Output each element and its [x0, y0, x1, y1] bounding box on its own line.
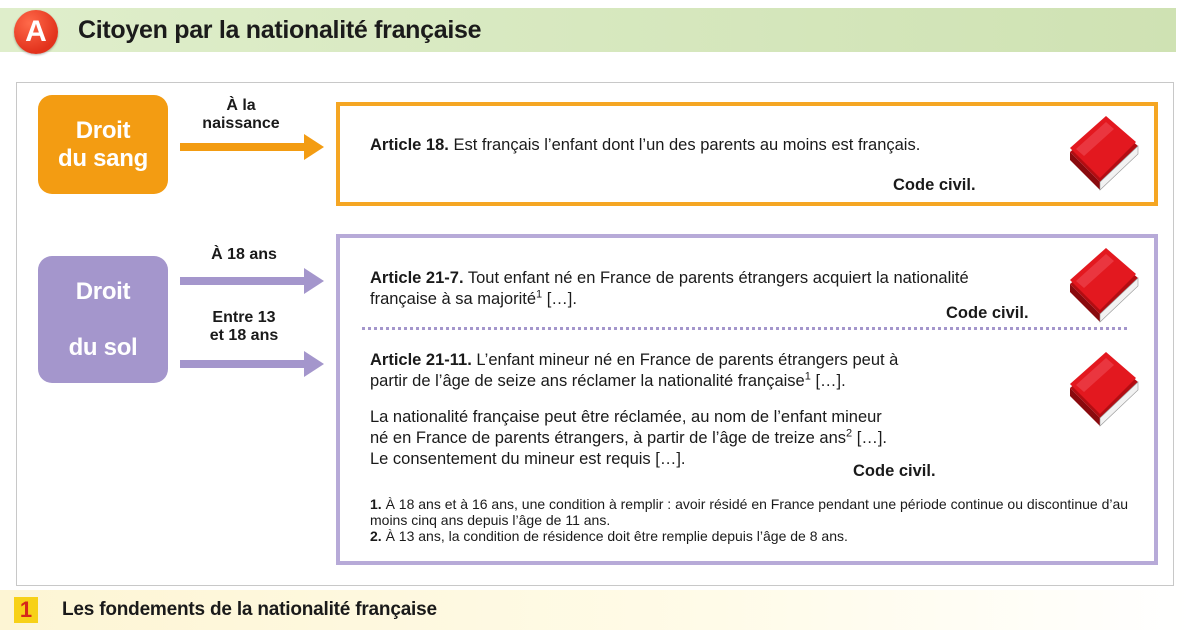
arrow-sol-13-18	[180, 349, 326, 379]
article-21-11-para2-line3: Le consentement du mineur est requis […].	[370, 450, 686, 468]
article-separator	[362, 327, 1127, 330]
article-21-7-line1: Tout enfant né en France de parents étrangers acquiert la nationalité	[467, 269, 969, 287]
article-21-7-line2: française à sa majorité	[370, 290, 536, 308]
footnote-2	[370, 528, 1140, 544]
article-18-body: Est français l’enfant dont l’un des parents au moins est français.	[453, 136, 921, 154]
footnote-1-text: À 18 ans et à 16 ans, une condition à remplir : avoir résidé en France pendant une période continue ou discontinue d’au moins cinq ans depuis l’âge de 11 ans.	[370, 496, 1129, 528]
arrow-label-naissance-line2: naissance	[202, 115, 280, 132]
article-21-7-source: Code civil.	[946, 304, 1029, 322]
article-21-11-para2-line1: La nationalité française peut être réclamée, au nom de l’enfant mineur	[370, 408, 882, 426]
footnote-2-num: 2.	[370, 528, 382, 544]
arrow-label-13-18-line2: et 18 ans	[209, 327, 279, 344]
article-21-11-para2-line2-end: […].	[852, 429, 888, 447]
droit-du-sol-line2: du sol	[68, 333, 138, 361]
article-21-11-line1: L’enfant mineur né en France de parents étrangers peut à	[476, 351, 899, 369]
question-title: Les fondements de la nationalité française	[62, 599, 437, 620]
section-badge: A	[14, 10, 58, 54]
article-21-7-end: […].	[542, 290, 577, 308]
footnote-1	[370, 496, 1140, 528]
note-ref-1: 1	[536, 288, 543, 301]
code-civil-book-icon	[1064, 348, 1142, 428]
article-18-title: Article 18.	[370, 136, 449, 154]
droit-du-sang-line1: Droit	[75, 116, 131, 144]
article-21-11-line2-end: […].	[810, 372, 846, 390]
article-21-11-para2-line2: né en France de parents étrangers, à partir de l’âge de treize ans	[370, 429, 847, 447]
footnote-2-text: À 13 ans, la condition de résidence doit être remplie depuis l’âge de 8 ans.	[385, 528, 848, 544]
article-18-text	[370, 135, 1030, 156]
article-21-7-title: Article 21-7.	[370, 269, 464, 287]
article-21-11-text	[370, 350, 970, 470]
arrow-label-13-18-line1: Entre 13	[212, 309, 276, 326]
code-civil-book-icon	[1064, 244, 1142, 324]
arrow-label-naissance	[196, 97, 286, 133]
droit-du-sol-label	[38, 256, 168, 383]
droit-du-sol-line1: Droit	[75, 277, 131, 305]
question-number: 1	[14, 597, 38, 623]
code-civil-book-icon	[1064, 112, 1142, 192]
droit-du-sang-line2: du sang	[58, 144, 148, 172]
article-21-11-source: Code civil.	[853, 462, 936, 480]
arrow-sang	[180, 132, 326, 162]
article-21-11-title: Article 21-11.	[370, 351, 472, 369]
arrow-label-18-ans: À 18 ans	[211, 246, 277, 263]
footnotes	[370, 496, 1140, 544]
article-18-source: Code civil.	[893, 176, 976, 194]
droit-du-sang-label	[38, 95, 168, 194]
note-ref-2: 2	[846, 427, 853, 440]
page-title: Citoyen par la nationalité française	[78, 16, 482, 44]
footnote-1-num: 1.	[370, 496, 382, 512]
arrow-label-13-18-ans	[196, 309, 292, 345]
article-21-11-line2: partir de l’âge de seize ans réclamer la nationalité française	[370, 372, 805, 390]
note-ref-1b: 1	[804, 370, 811, 383]
arrow-label-naissance-line1: À la	[226, 97, 256, 114]
arrow-sol-18	[180, 266, 326, 296]
